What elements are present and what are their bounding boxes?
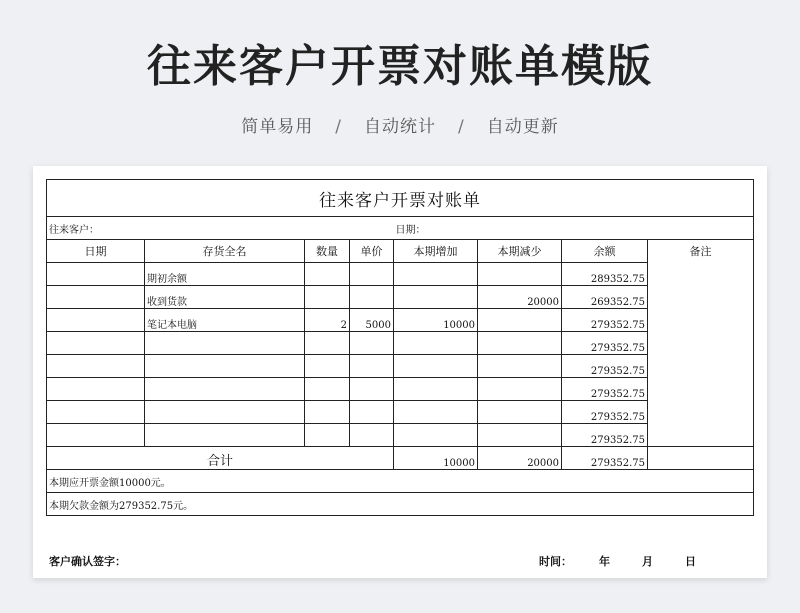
total-increase: 10000 <box>394 447 478 470</box>
cell-qty[interactable]: 2 <box>305 309 350 332</box>
note-owed-amount: 本期欠款金额为279352.75元。 <box>47 493 754 516</box>
note-invoice-amount: 本期应开票金额10000元。 <box>47 470 754 493</box>
customer-signature-label: 客户确认签字： <box>49 555 126 568</box>
total-decrease: 20000 <box>478 447 562 470</box>
cell-qty[interactable] <box>305 355 350 378</box>
cell-balance[interactable]: 279352.75 <box>562 355 648 378</box>
cell-increase[interactable]: 10000 <box>394 309 478 332</box>
cell-qty[interactable] <box>305 263 350 286</box>
table-row <box>47 286 754 309</box>
time-label: 时间： <box>539 555 572 568</box>
header-row <box>47 240 754 263</box>
cell-qty[interactable] <box>305 332 350 355</box>
total-remark[interactable] <box>648 447 754 470</box>
cell-item[interactable] <box>145 332 305 355</box>
col-qty: 数量 <box>305 240 350 263</box>
cell-date[interactable] <box>47 286 145 309</box>
separator: / <box>335 117 342 137</box>
table-row <box>47 355 754 378</box>
cell-increase[interactable] <box>394 378 478 401</box>
cell-price[interactable] <box>350 424 394 447</box>
cell-balance[interactable]: 279352.75 <box>562 401 648 424</box>
cell-increase[interactable] <box>394 355 478 378</box>
cell-increase[interactable] <box>394 424 478 447</box>
cell-date[interactable] <box>47 424 145 447</box>
col-balance: 余额 <box>562 240 648 263</box>
cell-decrease[interactable]: 20000 <box>478 286 562 309</box>
cell-price[interactable] <box>350 286 394 309</box>
feature-auto-stats: 自动统计 <box>364 117 436 137</box>
cell-balance[interactable]: 289352.75 <box>562 263 648 286</box>
cell-balance[interactable]: 279352.75 <box>562 332 648 355</box>
cell-decrease[interactable] <box>478 263 562 286</box>
cell-date[interactable] <box>47 332 145 355</box>
col-price: 单价 <box>350 240 394 263</box>
cell-date[interactable] <box>47 378 145 401</box>
feature-auto-update: 自动更新 <box>486 117 559 137</box>
total-row <box>47 447 754 470</box>
separator: / <box>458 117 465 137</box>
cell-qty[interactable] <box>305 401 350 424</box>
cell-increase[interactable] <box>394 286 478 309</box>
feature-easy: 简单易用 <box>241 117 314 137</box>
cell-price[interactable] <box>350 355 394 378</box>
cell-date[interactable] <box>47 309 145 332</box>
total-label: 合计 <box>47 447 394 470</box>
page-title: 往来客户开票对账单模版 <box>147 41 653 92</box>
cell-decrease[interactable] <box>478 355 562 378</box>
cell-date[interactable] <box>47 355 145 378</box>
cell-price[interactable] <box>350 401 394 424</box>
cell-decrease[interactable] <box>478 378 562 401</box>
table-row <box>47 424 754 447</box>
col-decrease: 本期减少 <box>478 240 562 263</box>
cell-decrease[interactable] <box>478 332 562 355</box>
cell-price[interactable] <box>350 378 394 401</box>
sheet-title: 往来客户开票对账单 <box>47 180 754 217</box>
cell-item[interactable] <box>145 401 305 424</box>
date-field[interactable]: 日期： <box>394 217 754 240</box>
day-label: 日 <box>685 555 696 568</box>
cell-qty[interactable] <box>305 424 350 447</box>
cell-item[interactable] <box>145 378 305 401</box>
cell-item[interactable]: 期初余额 <box>145 263 305 286</box>
cell-decrease[interactable] <box>478 309 562 332</box>
feature-list <box>0 112 800 137</box>
total-balance: 279352.75 <box>562 447 648 470</box>
cell-item[interactable] <box>145 355 305 378</box>
table-row <box>47 332 754 355</box>
cell-price[interactable]: 5000 <box>350 309 394 332</box>
cell-item[interactable]: 笔记本电脑 <box>145 309 305 332</box>
cell-item[interactable] <box>145 424 305 447</box>
cell-balance[interactable]: 279352.75 <box>562 309 648 332</box>
cell-decrease[interactable] <box>478 401 562 424</box>
cell-increase[interactable] <box>394 332 478 355</box>
cell-price[interactable] <box>350 263 394 286</box>
cell-balance[interactable]: 269352.75 <box>562 286 648 309</box>
cell-price[interactable] <box>350 332 394 355</box>
customer-field[interactable]: 往来客户： <box>47 217 394 240</box>
cell-balance[interactable]: 279352.75 <box>562 424 648 447</box>
col-date: 日期 <box>47 240 145 263</box>
year-label: 年 <box>599 555 610 568</box>
col-item: 存货全名 <box>145 240 305 263</box>
cell-item[interactable]: 收到货款 <box>145 286 305 309</box>
cell-qty[interactable] <box>305 378 350 401</box>
statement-sheet <box>33 166 767 578</box>
cell-balance[interactable]: 279352.75 <box>562 378 648 401</box>
cell-date[interactable] <box>47 263 145 286</box>
col-remark: 备注 <box>648 240 754 447</box>
table-row <box>47 378 754 401</box>
month-label: 月 <box>642 555 653 568</box>
cell-qty[interactable] <box>305 286 350 309</box>
col-increase: 本期增加 <box>394 240 478 263</box>
cell-decrease[interactable] <box>478 424 562 447</box>
cell-date[interactable] <box>47 401 145 424</box>
statement-table <box>46 179 754 516</box>
table-row <box>47 401 754 424</box>
table-row <box>47 263 754 286</box>
table-row <box>47 309 754 332</box>
cell-increase[interactable] <box>394 401 478 424</box>
cell-increase[interactable] <box>394 263 478 286</box>
